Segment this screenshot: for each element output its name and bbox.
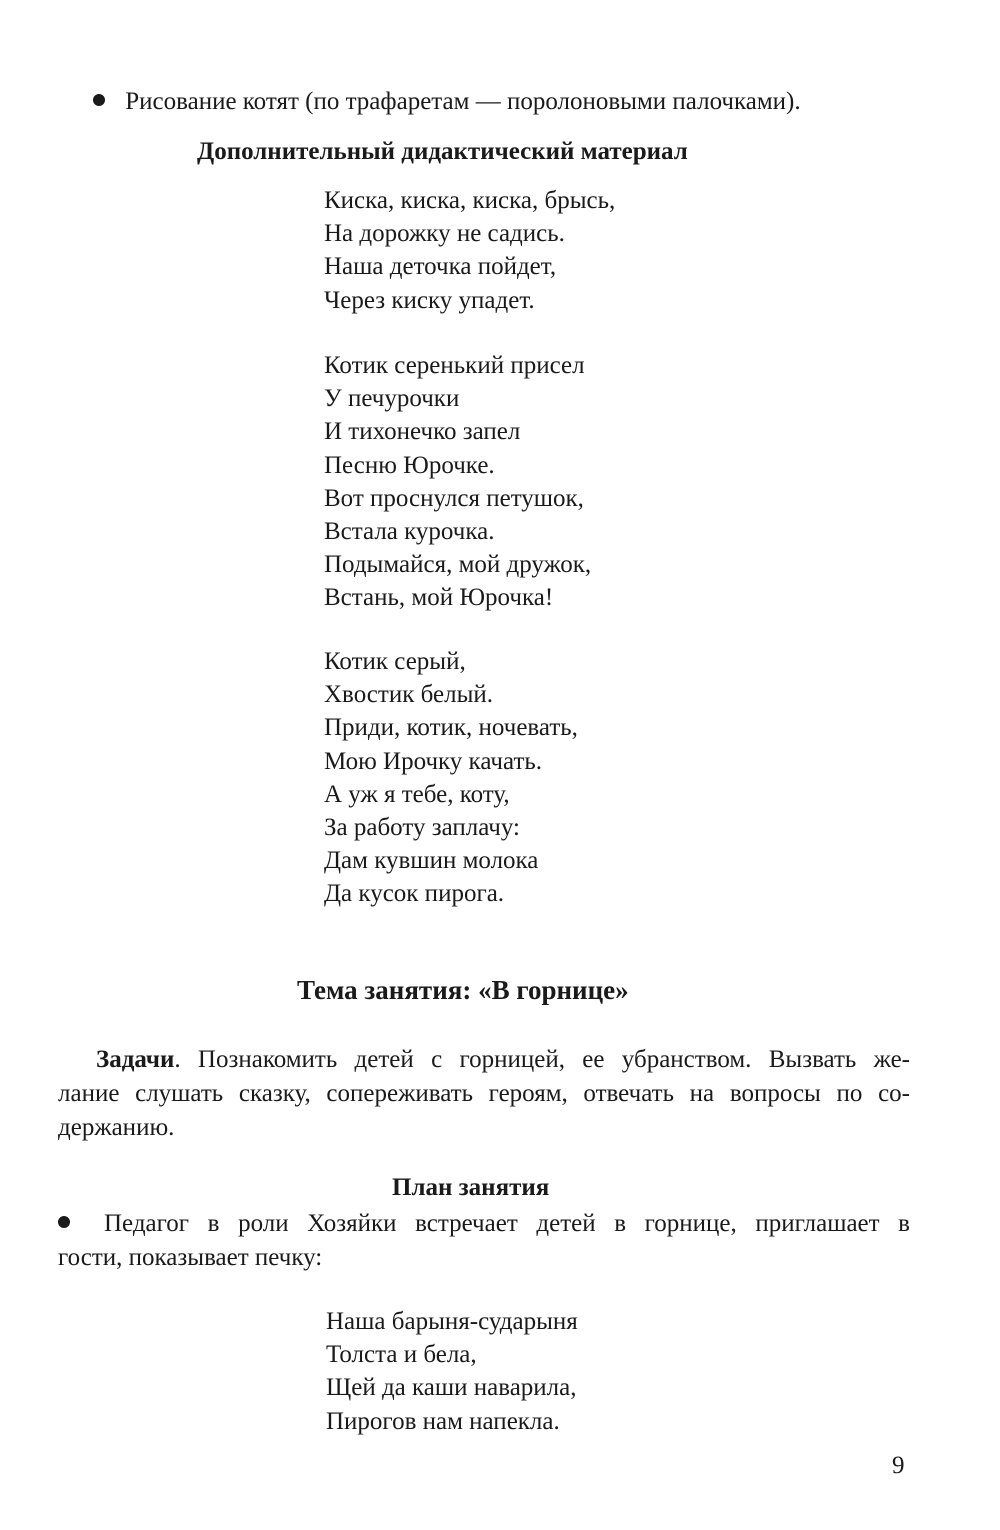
- poem-4: [326, 1305, 578, 1438]
- poem-line: А уж я тебе, коту,: [324, 780, 510, 808]
- poem-line: Встань, мой Юрочка!: [324, 584, 554, 612]
- poem-line: У печурочки: [324, 385, 460, 413]
- top-bullet: [93, 88, 801, 116]
- poem-line: Песню Юрочке.: [324, 451, 495, 479]
- bullet-icon: [58, 1216, 70, 1228]
- tasks-line-1: Задачи. Познакомить детей с горницей, ее убранством. Вызвать же-: [96, 1046, 910, 1073]
- tasks-paragraph: [58, 1043, 910, 1145]
- poem-line: Приди, котик, ночевать,: [324, 714, 578, 742]
- poem-3: [324, 645, 578, 911]
- plan-bullet-line-1: Педагог в роли Хозяйки встречает детей в горнице, приглашает в: [58, 1207, 910, 1241]
- tasks-label: Задачи: [96, 1046, 175, 1073]
- poem-line: Киска, киска, киска, брысь,: [324, 187, 616, 214]
- poem-line: И тихонечко запел: [324, 418, 521, 446]
- poem-line: Через киску упадет.: [324, 286, 535, 314]
- poem-line: Хвостик белый.: [324, 681, 493, 709]
- poem-line: Котик серенький присел: [324, 352, 585, 379]
- poem-line: Наша деточка пойдет,: [324, 253, 557, 281]
- poem-line: Да кусок пирога.: [324, 880, 505, 908]
- section-heading-didactic: Дополнительный дидактический материал: [197, 138, 688, 165]
- poem-line: На дорожку не садись.: [324, 220, 565, 248]
- poem-line: Толста и бела,: [326, 1341, 477, 1369]
- poem-line: Вот проснулся петушок,: [324, 484, 584, 512]
- top-bullet-text: Рисование котят (по трафаретам — поролоновыми палочками).: [125, 88, 801, 115]
- poem-line: Котик серый,: [324, 648, 466, 675]
- plan-bullet-paragraph: [58, 1207, 910, 1275]
- poem-line: За работу заплачу:: [324, 813, 520, 841]
- poem-line: Подымайся, мой дружок,: [324, 551, 592, 579]
- poem-line: Пирогов нам напекла.: [326, 1407, 560, 1435]
- poem-1: [324, 184, 615, 317]
- poem-line: Мою Ирочку качать.: [324, 747, 543, 775]
- poem-line: Наша барыня-сударыня: [326, 1308, 578, 1335]
- poem-line: Щей да каши наварила,: [326, 1374, 577, 1402]
- plan-bullet-line-2: гости, показывает печку:: [58, 1244, 323, 1271]
- tasks-line-3: держанию.: [58, 1114, 175, 1141]
- poem-2: [324, 349, 591, 615]
- bullet-icon: [93, 94, 105, 106]
- poem-line: Дам кувшин молока: [324, 847, 539, 875]
- poem-line: Встала курочка.: [324, 517, 495, 545]
- topic-heading: Тема занятия: «В горнице»: [297, 975, 629, 1005]
- plan-heading: План занятия: [392, 1174, 550, 1201]
- page-number: 9: [892, 1452, 905, 1479]
- tasks-line-2: лание слушать сказку, сопереживать героям, отвечать на вопросы по со-: [58, 1080, 910, 1107]
